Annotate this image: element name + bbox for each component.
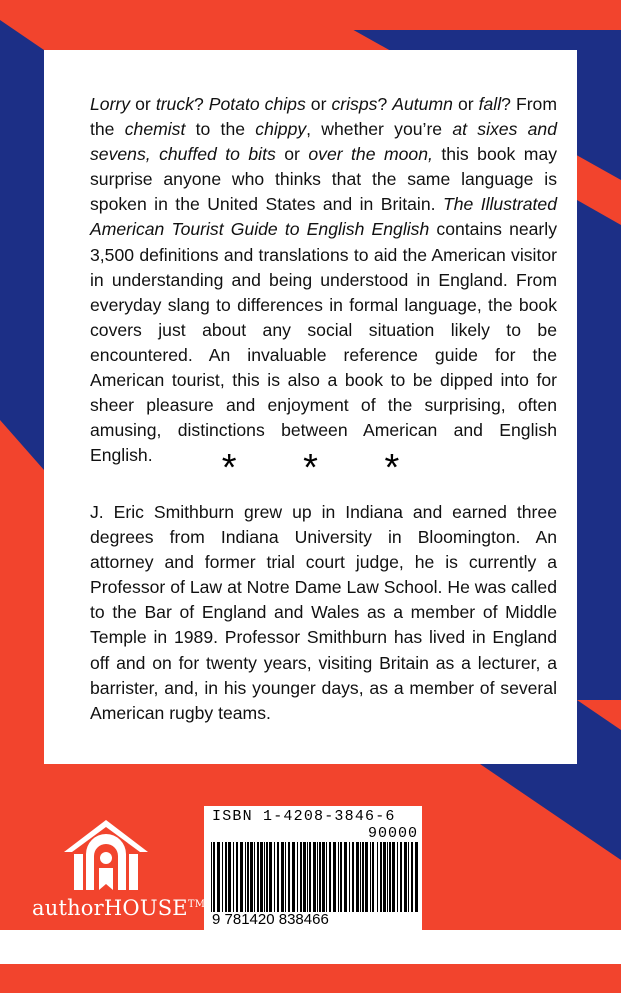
- barcode-bar: [288, 842, 290, 912]
- author-bio: J. Eric Smithburn grew up in Indiana and earned three degrees from Indiana University in Bloomington. An attorney and former trial court judge, he is currently a Professor of Law at Notre Dame Law School. He was called to the Bar of England and Wales as a member of Middle Temple in 1989. Professor Smithburn has lived in England off and on for twenty years, visiting Britain as a lecturer, a barrister, and, in his younger days, as a member of several American rugby teams.: [90, 502, 557, 723]
- barcode-bar: [297, 842, 298, 912]
- description-run: chemist: [124, 119, 186, 140]
- barcode-bar: [281, 842, 284, 912]
- description-run: ?: [377, 94, 393, 114]
- barcode-bar: [333, 842, 336, 912]
- description-run: ? From the: [90, 94, 557, 140]
- description-run: contains nearly 3,500 definitions and translations to aid the American visitor in understanding and being understood in England. From everyday slang to differences in formal language, the book covers just about any social situation likely to be encountered. An invaluable reference guide for the American tourist, this is also a book to be dipped into for sheer pleasure and enjoyment of the surprising, often amusing, distinctions between American and English English.: [90, 219, 557, 466]
- barcode-bar: [300, 842, 302, 912]
- barcode-bar: [389, 842, 391, 912]
- barcode-bar: [408, 842, 409, 912]
- publisher-name-text: authorHOUSE: [32, 896, 188, 920]
- right-navy-strip: [577, 200, 621, 700]
- barcode-bar: [292, 842, 295, 912]
- price-code: 90000: [367, 825, 418, 842]
- barcode-bar: [362, 842, 364, 912]
- barcode-bar: [313, 842, 316, 912]
- barcode-bar: [415, 842, 418, 912]
- barcode-bar: [360, 842, 361, 912]
- barcode-bar: [317, 842, 318, 912]
- description-run: or: [305, 94, 332, 114]
- barcode-bar: [274, 842, 275, 912]
- authorhouse-logo-icon: [62, 818, 150, 898]
- barcode-bar: [222, 842, 223, 912]
- barcode-bar: [213, 842, 215, 912]
- top-red-band: [280, 0, 621, 30]
- description-run: Lorry: [90, 94, 131, 114]
- description-run: Potato chips: [208, 94, 306, 114]
- barcode-bar: [387, 842, 388, 912]
- description-run: or: [452, 94, 479, 114]
- barcode-bar: [260, 842, 263, 912]
- barcode-bar: [397, 842, 398, 912]
- barcode-bar: [233, 842, 234, 912]
- barcode-bar: [217, 842, 220, 912]
- description-run: fall: [478, 94, 502, 114]
- description-run: over the moon,: [308, 144, 433, 165]
- barcode-bar: [211, 842, 212, 912]
- description-run: chippy: [255, 119, 307, 140]
- barcode-bar: [319, 842, 321, 912]
- barcode-bar: [247, 842, 249, 912]
- barcode-bar: [372, 842, 374, 912]
- description-run: at sixes and sevens, chuffed to bits: [90, 119, 558, 165]
- barcode-bar: [303, 842, 306, 912]
- barcode-bar: [236, 842, 238, 912]
- barcode-bar: [326, 842, 327, 912]
- description-run: The Illustrated American Tourist Guide to English English: [90, 194, 558, 240]
- barcode-bar: [277, 842, 279, 912]
- barcode-bar: [377, 842, 378, 912]
- barcode-bar: [257, 842, 259, 912]
- barcode-bar: [245, 842, 246, 912]
- ean-digits: 9 781420 838466: [212, 911, 329, 928]
- barcode-bar: [411, 842, 413, 912]
- barcode-bar: [349, 842, 350, 912]
- price-code-bars: [376, 842, 418, 912]
- text-panel: [44, 50, 577, 764]
- description-run: , whether you’re: [306, 119, 453, 140]
- barcode-bar: [340, 842, 342, 912]
- description-run: or: [275, 144, 309, 165]
- barcode-bar: [322, 842, 325, 912]
- ean-bars: [210, 842, 376, 912]
- description-run: crisps: [331, 94, 378, 114]
- barcode-bar: [254, 842, 255, 912]
- barcode-bar: [356, 842, 359, 912]
- barcode-bar: [307, 842, 308, 912]
- barcode-bar: [250, 842, 253, 912]
- trademark-mark: TM: [187, 899, 206, 910]
- barcode-bar: [400, 842, 402, 912]
- bottom-white-stripe: [0, 930, 621, 964]
- barcode-bar: [338, 842, 339, 912]
- barcode-bar: [344, 842, 347, 912]
- left-navy-wedge: [0, 20, 44, 470]
- description-run: or: [130, 94, 156, 114]
- barcode-bar: [266, 842, 268, 912]
- bottom-red-stripe: [0, 964, 621, 993]
- barcode-bar: [329, 842, 331, 912]
- barcode-bar: [392, 842, 395, 912]
- barcode-bar: [404, 842, 407, 912]
- barcode-bar: [365, 842, 368, 912]
- description-run: truck: [155, 94, 194, 114]
- barcode-bar: [352, 842, 354, 912]
- barcode-bar: [240, 842, 243, 912]
- barcode-bar: [309, 842, 311, 912]
- barcode-bar: [370, 842, 371, 912]
- description-run: this book may surprise anyone who thinks that the same language is spoken in the United States and in Britain.: [90, 144, 558, 215]
- barcode-bar: [380, 842, 382, 912]
- barcode-bar: [269, 842, 272, 912]
- publisher-name: [32, 896, 205, 920]
- barcode-bar: [225, 842, 227, 912]
- description-run: ?: [193, 94, 209, 114]
- section-separator: * * *: [221, 447, 428, 489]
- isbn-label: ISBN 1-4208-3846-6: [212, 808, 396, 825]
- barcode-bar: [264, 842, 265, 912]
- barcode-bar: [228, 842, 231, 912]
- description-run: Autumn: [392, 94, 453, 114]
- barcode-bar: [285, 842, 286, 912]
- isbn-barcode: [204, 806, 422, 930]
- description-run: to the: [185, 119, 256, 140]
- barcode-bar: [383, 842, 386, 912]
- book-description: [90, 92, 557, 468]
